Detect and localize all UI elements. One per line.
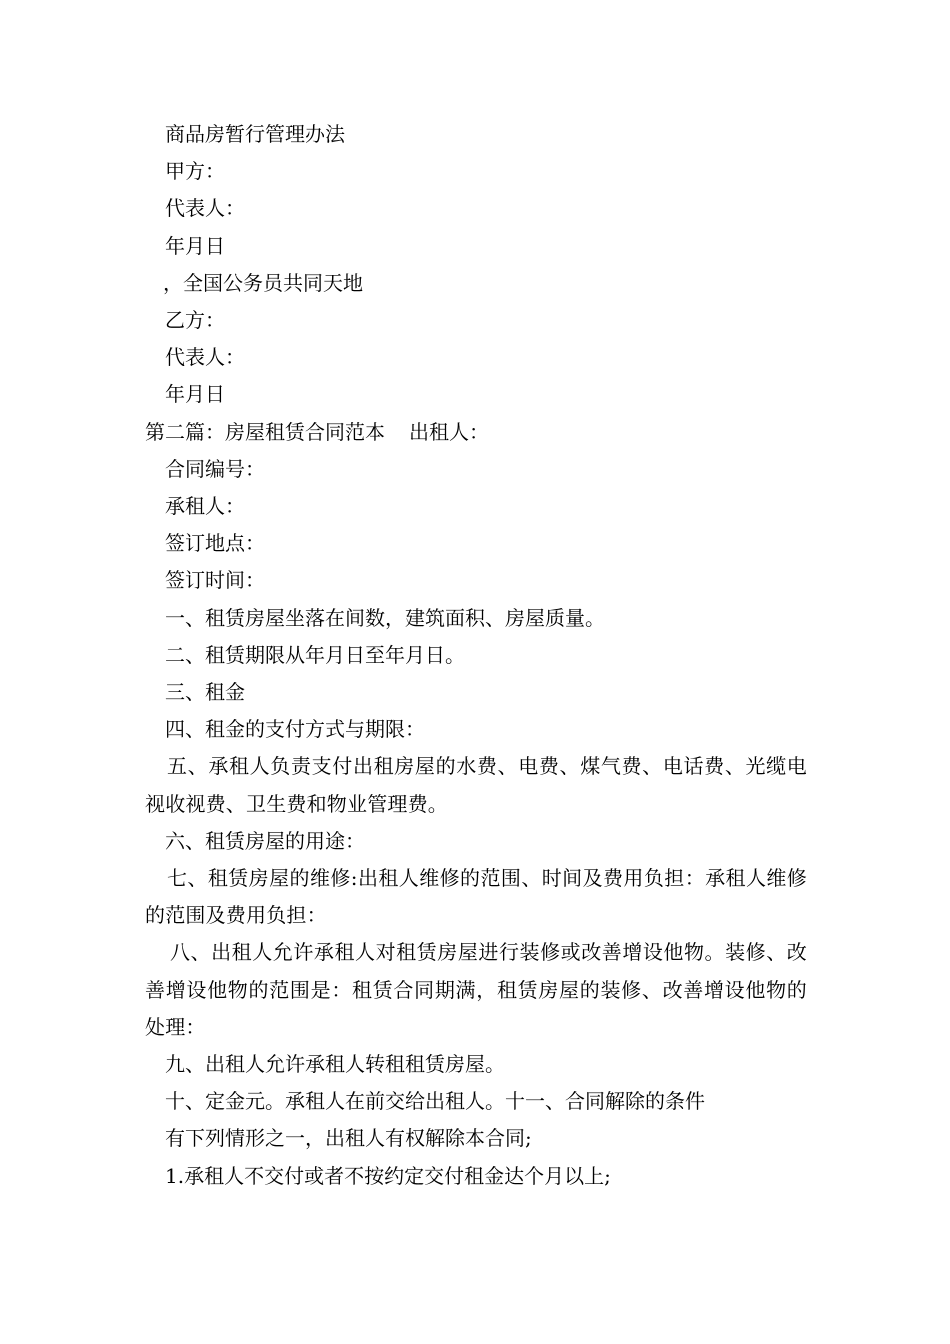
clause-2: 二、租赁期限从年月日至年月日。 (165, 642, 465, 667)
clause-11-intro: 有下列情形之一，出租人有权解除本合同; (165, 1126, 532, 1151)
doc-line-source: ，全国公务员共同天地 (163, 270, 363, 295)
doc-line-date-b: 年月日 (165, 382, 225, 407)
clause-5: 五、承租人负责支付出租房屋的水费、电费、煤气费、电话费、光缆电视收视费、卫生费和物业管理费。 (145, 754, 807, 816)
clause-4: 四、租金的支付方式与期限： (165, 717, 425, 742)
signing-time: 签订时间： (165, 568, 265, 593)
signing-place: 签订地点： (165, 531, 265, 556)
clause-1: 一、租赁房屋坐落在间数，建筑面积、房屋质量。 (165, 605, 605, 630)
document-body (145, 116, 807, 1195)
doc-line-date-a: 年月日 (165, 233, 225, 258)
lessee-label: 承租人： (165, 494, 245, 519)
doc-line-representative-a: 代表人： (165, 196, 245, 221)
clause-11-item-1: 1.承租人不交付或者不按约定交付租金达个月以上; (165, 1163, 611, 1188)
clause-6: 六、租赁房屋的用途： (165, 828, 365, 853)
section-heading (145, 414, 807, 451)
lessor-label: 出租人： (409, 419, 489, 444)
section-title: 第二篇：房屋租赁合同范本 (145, 419, 385, 444)
clause-3: 三、租金 (165, 680, 245, 705)
doc-line-representative-b: 代表人： (165, 345, 245, 370)
doc-line-party-a: 甲方： (165, 159, 225, 184)
doc-line-party-b: 乙方： (165, 308, 225, 333)
contract-number: 合同编号： (165, 456, 265, 481)
clause-8: 八、出租人允许承租人对租赁房屋进行装修或改善增设他物。装修、改善增设他物的范围是：租赁合同期满，租赁房屋的装修、改善增设他物的处理： (145, 940, 807, 1039)
clause-10: 十、定金元。承租人在前交给出租人。十一、合同解除的条件 (165, 1089, 705, 1114)
doc-line-title: 商品房暂行管理办法 (165, 122, 345, 146)
clause-9: 九、出租人允许承租人转租租赁房屋。 (165, 1052, 505, 1077)
clause-7: 七、租赁房屋的维修:出租人维修的范围、时间及费用负担：承租人维修的范围及费用负担： (145, 866, 807, 928)
